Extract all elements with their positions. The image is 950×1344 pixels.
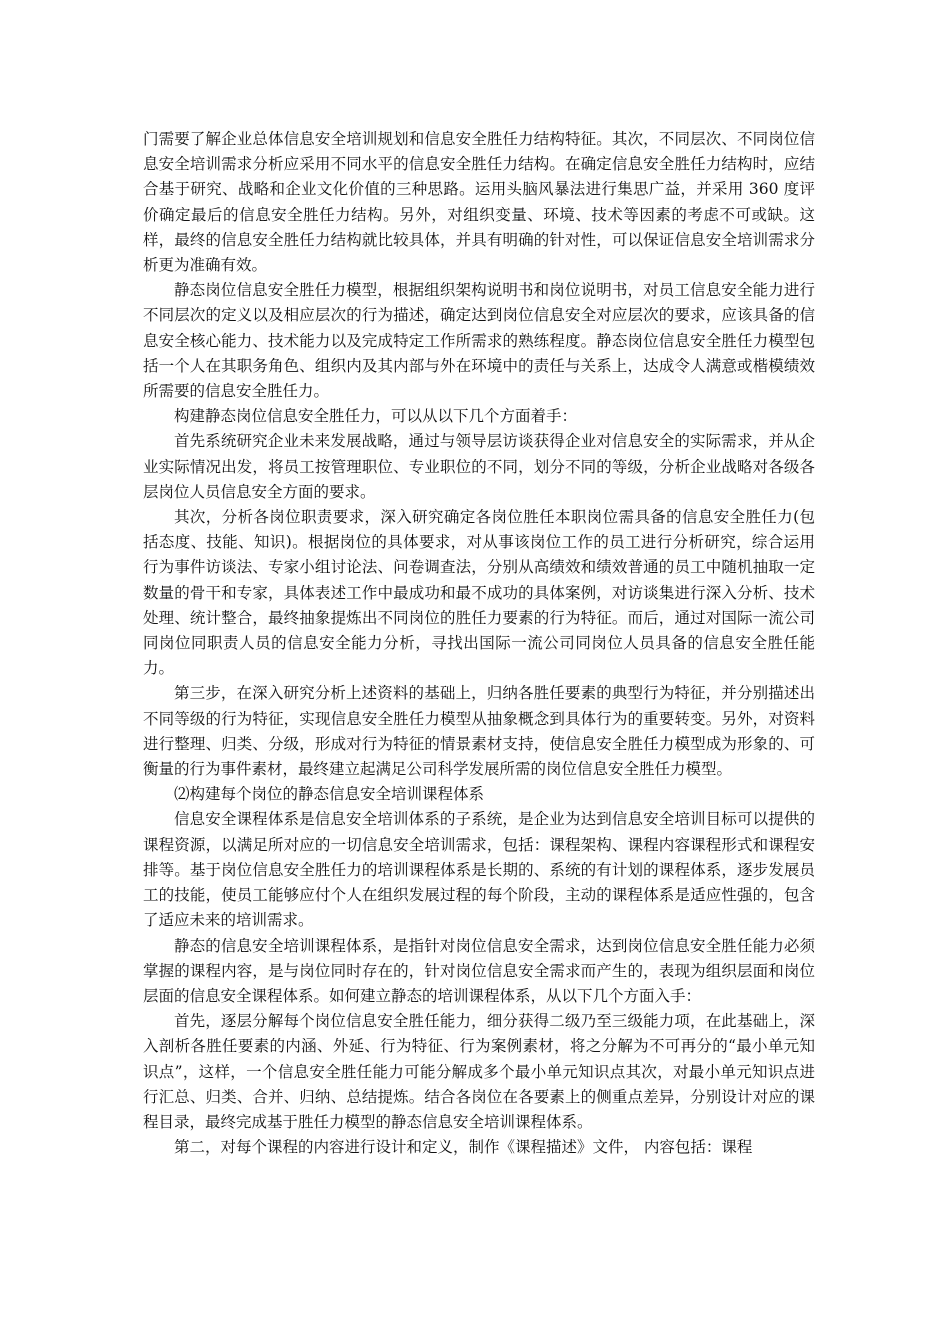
- paragraph-step-three: 第三步，在深入研究分析上述资料的基础上，归纳各胜任要素的典型行为特征，并分别描述出不同等级的行为特征，实现信息安全胜任力模型从抽象概念到具体行为的重要转变。另外，对资料进行整理、归类、分级，形成对行为特征的情景素材支持，使信息安全胜任力模型成为形象的、可衡量的行为事件素材，最终建立起满足公司科学发展所需的岗位信息安全胜任力模型。: [143, 684, 815, 779]
- paragraph-static-model-definition: 静态岗位信息安全胜任力模型，根据组织架构说明书和岗位说明书，对员工信息安全能力进行不同层次的定义以及相应层次的行为描述，确定达到岗位信息安全对应层次的要求，应该具备的信息安全核心能力、技术能力以及完成特定工作所需求的熟练程度。静态岗位信息安全胜任力模型包括一个人在其职务角色、组织内及其内部与外在环境中的责任与关系上，达成令人满意或楷模绩效所需要的信息安全胜任力。: [143, 281, 815, 401]
- paragraph-decompose-competency: 首先，逐层分解每个岗位信息安全胜任能力，细分获得二级乃至三级能力项，在此基础上，深入剖析各胜任要素的内涵、外延、行为特征、行为案例素材，将之分解为不可再分的“最小单元知识点”，这样，一个信息安全胜任能力可能分解成多个最小单元知识点其次，对最小单元知识点进行汇总、归类、合并、归纳、总结提炼。结合各岗位在各要素上的侧重点差异，分别设计对应的课程目录，最终完成基于胜任力模型的静态信息安全培训课程体系。: [143, 1012, 815, 1131]
- paragraph-step-two: 其次，分析各岗位职责要求，深入研究确定各岗位胜任本职岗位需具备的信息安全胜任力(包括态度、技能、知识)。根据岗位的具体要求，对从事该岗位工作的员工进行分析研究，综合运用行为事件访谈法、专家小组讨论法、问卷调查法，分别从高绩效和绩效普通的员工中随机抽取一定数量的骨干和专家，具体表述工作中最成功和最不成功的具体案例，对访谈集进行深入分析、技术处理、统计整合，最终抽象提炼出不同岗位的胜任力要素的行为特征。而后，通过对国际一流公司同岗位同职责人员的信息安全能力分析，寻找出国际一流公司同岗位人员具备的信息安全胜任能力。: [143, 508, 815, 678]
- paragraph-build-approach: 构建静态岗位信息安全胜任力，可以从以下几个方面着手：: [174, 407, 578, 426]
- paragraph-step-one: 首先系统研究企业未来发展战略，通过与领导层访谈获得企业对信息安全的实际需求，并从企业实际情况出发，将员工按管理职位、专业职位的不同，划分不同的等级，分析企业战略对各级各层岗位人员信息安全方面的要求。: [143, 432, 815, 501]
- section-heading-course-system: ⑵构建每个岗位的静态信息安全培训课程体系: [174, 785, 485, 804]
- paragraph-static-course-system: 静态的信息安全培训课程体系，是指针对岗位信息安全需求，达到岗位信息安全胜任能力必须掌握的课程内容，是与岗位同时存在的，针对岗位信息安全需求而产生的，表现为组织层面和岗位层面的信息安全课程体系。如何建立静态的培训课程体系，从以下几个方面入手：: [143, 936, 815, 1005]
- paragraph-course-description: 第二，对每个课程的内容进行设计和定义，制作《课程描述》文件， 内容包括：课程: [174, 1138, 753, 1157]
- paragraph-course-system-definition: 信息安全课程体系是信息安全培训体系的子系统，是企业为达到信息安全培训目标可以提供的课程资源，以满足所对应的一切信息安全培训需求，包括：课程架构、课程内容课程形式和课程安排等。基于岗位信息安全胜任力的培训课程体系是长期的、系统的有计划的课程体系，逐步发展员工的技能，使员工能够应付个人在组织发展过程的每个阶段，主动的课程体系是适应性强的，包含了适应未来的培训需求。: [143, 810, 815, 930]
- paragraph-training-structure: 门需要了解企业总体信息安全培训规划和信息安全胜任力结构特征。其次，不同层次、不同岗位信息安全培训需求分析应采用不同水平的信息安全胜任力结构。在确定信息安全胜任力结构时，应结合基于研究、战略和企业文化价值的三种思路。运用头脑风暴法进行集思广益，并采用 360 度评价确定最后的信息安全胜任力结构。另外，对组织变量、环境、技术等因素的考虑不可或缺。这样，最终的信息安全胜任力结构就比较具体，并具有明确的针对性，可以保证信息安全培训需求分析更为准确有效。: [143, 130, 815, 275]
- document-body: [143, 127, 815, 1160]
